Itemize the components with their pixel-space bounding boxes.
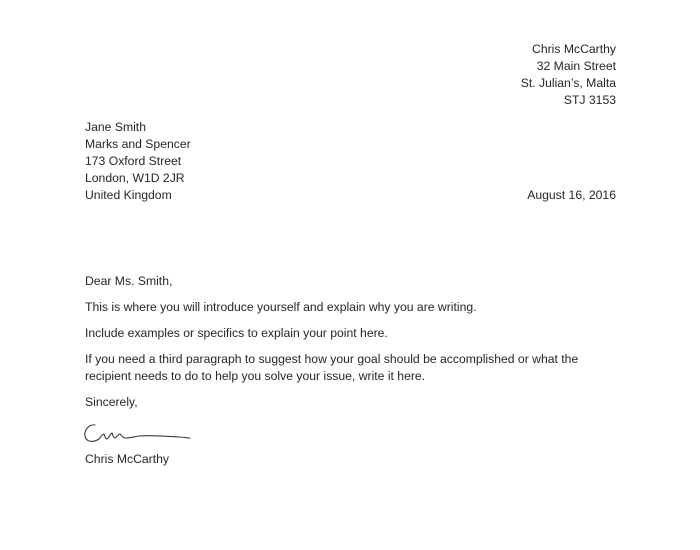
recipient-street: 173 Oxford Street bbox=[85, 154, 182, 168]
paragraph-action: If you need a third paragraph to suggest how your goal should be accomplished or what the recipient needs to do to help you solve your issue, write it here. bbox=[85, 352, 579, 383]
letter-body bbox=[85, 273, 605, 420]
closing: Sincerely, bbox=[85, 395, 138, 409]
recipient-country: United Kingdom bbox=[85, 188, 172, 202]
salutation: Dear Ms. Smith, bbox=[85, 274, 173, 288]
signature-name: Chris McCarthy bbox=[85, 452, 169, 466]
sender-street: 32 Main Street bbox=[536, 59, 616, 73]
sender-address bbox=[521, 41, 616, 109]
recipient-company: Marks and Spencer bbox=[85, 137, 191, 151]
sender-name: Chris McCarthy bbox=[532, 42, 616, 56]
signature-icon bbox=[83, 422, 193, 448]
letter-date: August 16, 2016 bbox=[527, 188, 616, 202]
paragraph-intro: This is where you will introduce yourself and explain why you are writing. bbox=[85, 300, 477, 314]
paragraph-examples: Include examples or specifics to explain your point here. bbox=[85, 326, 388, 340]
recipient-name: Jane Smith bbox=[85, 120, 146, 134]
sender-city: St. Julian’s, Malta bbox=[520, 76, 616, 90]
recipient-address bbox=[85, 119, 191, 204]
sender-postcode: STJ 3153 bbox=[563, 93, 616, 107]
recipient-city: London, W1D 2JR bbox=[85, 171, 185, 185]
